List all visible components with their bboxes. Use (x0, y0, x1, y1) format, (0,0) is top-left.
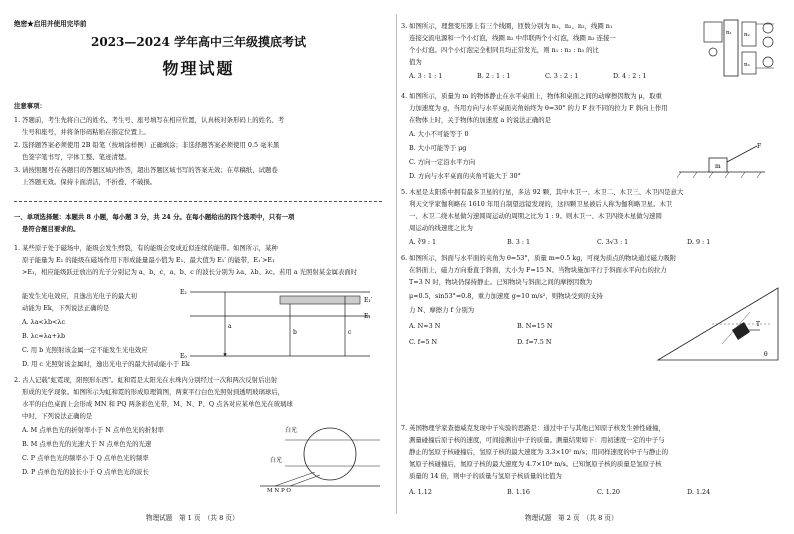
q3-line1: 3. 如图所示，理想变压器上有三个线圈，匝数分别为 n₁、n₂、n₃，线圈 n₁ (401, 22, 613, 30)
fig-label-b: b (293, 329, 297, 336)
q6-option-d: D. f=7.5 N (517, 338, 552, 346)
q4-option-d: D. 方向与水平桌面的夹角可能大于 30° (409, 172, 521, 180)
q3-option-d: D. 4 : 2 : 1 (613, 72, 647, 80)
q3-option-c: C. 3 : 2 : 1 (545, 72, 579, 80)
fig-label-e1: E₁ (364, 313, 371, 320)
fig-label-mnpq: M N P Q (267, 488, 291, 492)
q1-line5: 动能为 Ek，下列说法正确的是 (22, 304, 110, 312)
q1-option-a: A. λa<λb<λc (22, 318, 66, 326)
q2-line4: 中时，下列说法正确的是 (22, 412, 93, 420)
q6-line3: T=3 N 时，物块仍保持静止。已知物块与斜面之间的摩擦因数为 (409, 278, 593, 286)
q2-line1: 2. 古人记载"虹霓现，阳照形东西"。虹和霓是太阳光在水珠内分别经过一次和两次反射后出射 (14, 376, 278, 384)
incline-diagram (652, 282, 782, 364)
q5-option-d: D. 9 : 1 (687, 238, 711, 246)
q7-option-d: D. 1.24 (687, 488, 711, 496)
subject-title: 物理试题 (162, 59, 235, 78)
exam-title: 2023—2024 学年高中三年级摸底考试 (91, 35, 306, 49)
q2-option-d: D. P 点单色光的波长小于 Q 点单色光的波长 (22, 468, 149, 476)
q3-line3: 个小灯泡。四个小灯泡完全相同且均正常发光，则 n₁ : n₂ : n₃ 的比 (409, 46, 599, 54)
fig-label-n2: n₂ (744, 32, 750, 38)
note-3a: 3. 请按照题号在各题目的答题区域内作答，超出答题区域书写的答案无效；在草稿纸、试题卷 (14, 166, 278, 174)
fig-label-white-light-1: 白光 (285, 427, 298, 434)
q3-line2: 连接交流电源和一个小灯泡，线圈 n₂ 中串联两个小灯泡，线圈 n₃ 连接一 (409, 34, 616, 42)
q4-line2: 力加速度为 g，当用方向与水平桌面夹角始终为 θ=30° 的力 F 拉不同的拉力 F 斜向上作用 (409, 104, 668, 112)
q7-option-a: A. 1.12 (409, 488, 432, 496)
fig-label-a: a (228, 323, 232, 330)
rainbow-diagram (255, 420, 385, 492)
q1-option-b: B. λc=λa+λb (22, 332, 66, 340)
transformer-diagram (702, 16, 782, 82)
q5-option-a: A. ∛9 : 1 (409, 238, 437, 246)
footer-page-1: 物理试题 第 1 页 （共 8 页） (146, 514, 239, 522)
q4-option-b: B. 大小可能等于 μg (409, 144, 467, 152)
q1-option-d: D. 用 c 光照射该金属时，逸出光电子的最大初动能小于 Ek (22, 360, 190, 368)
q3-line4: 值为 (409, 58, 422, 66)
section-divider (14, 201, 382, 202)
fig-label-t: T (756, 321, 761, 328)
q4-line1: 4. 如图所示，质量为 m 的物体静止在水平桌面上，物体和桌面之间的动摩擦因数为 μ，取重 (401, 92, 662, 100)
q6-line2: 在斜面上，磁力方向垂直于斜面，大小为 F=15 N。当物块施加平行于斜面水平向右的拉力 (409, 266, 667, 274)
q6-option-b: B. N=15 N (517, 322, 553, 330)
q3-option-b: B. 2 : 1 : 1 (477, 72, 511, 80)
fig-label-n1: n₁ (726, 30, 732, 36)
q5-line4: 周运动的线速度之比为 (409, 224, 473, 232)
q5-line1: 5. 木星是太阳系中拥有最多卫星的行星，多达 92 颗，其中木卫一、木卫二、木卫三、木卫四是意大 (401, 188, 684, 196)
q7-option-b: B. 1.16 (507, 488, 530, 496)
q7-line2: 测量碰撞后原子核的速度，可间接测出中子的质量。测量结果如下：用初速度一定的中子与 (409, 436, 665, 444)
q1-line4: 能发生光电效应，且逸出光电子的最大初 (22, 292, 138, 300)
section1-line2: 是符合题目要求的。 (22, 225, 80, 233)
q6-option-c: C. f=5 N (409, 338, 438, 346)
q2-line2: 形成的光学现象。如图所示为虹和霓的形成原理简图，两束平行白色光照射到透明玻璃球后， (22, 388, 285, 396)
q6-option-a: A. N=3 N (409, 322, 441, 330)
q7-line4: 氮原子核碰撞后，氮原子核的最大速度为 4.7×10⁶ m/s。已知氮原子核的质量是氢原子核 (409, 460, 662, 468)
q2-option-a: A. M 点单色光的折射率小于 N 点单色光的折射率 (22, 426, 164, 434)
q6-line5: 力 N、摩擦力 f 分别为 (409, 306, 475, 314)
fig-label-e1prime: E₁′ (364, 297, 373, 304)
confidential-label: 绝密★启用并使用完毕前 (14, 20, 87, 28)
q6-line1: 6. 如图所示，斜面与水平面的夹角为 θ=53°，质量 m=0.5 kg，可视为质点的物块通过磁力吸附 (401, 254, 677, 262)
q7-option-c: C. 1.20 (597, 488, 620, 496)
block-on-table-diagram (677, 140, 767, 180)
q5-option-c: C. 3√3 : 1 (597, 238, 629, 246)
q2-option-c: C. P 点单色光的频率小于 Q 点单色光的频率 (22, 454, 149, 462)
note-2a: 2. 选择题答案必须使用 2B 铅笔（按填涂样例）正确填涂；非选择题答案必须使用 0.5 毫米黑 (14, 141, 280, 149)
q6-line4: μ=0.5，sin53°=0.8，重力加速度 g=10 m/s²，则物块受到的支持 (409, 292, 603, 300)
page-2 (397, 0, 794, 534)
q2-line3: 水平的白色桌面上会形成 MN 和 PQ 两条彩色光带，M、N、P、Q 点各对应某单色光在玻璃球 (22, 400, 293, 408)
q5-line3: 一、木卫二绕木星做匀速圆周运动的周期之比为 1 : 9。则木卫一、木卫四绕木星做匀速圆 (409, 212, 662, 220)
fig-label-f: F (757, 143, 762, 150)
q7-line5: 质量的 14 倍，则中子的质量与氢原子核质量的比值为 (409, 472, 562, 480)
note-2b: 色签字笔书写，字体工整、笔迹清楚。 (22, 153, 131, 161)
fig-label-white-light-2: 白光 (270, 457, 283, 464)
q2-option-b: B. M 点单色光的光速大于 N 点单色光的光速 (22, 440, 152, 448)
note-1a: 1. 答题前，考生先将自己的姓名、考生号、座号填写在相应位置，认真核对条形码上的姓名、考 (14, 116, 285, 124)
notes-heading: 注意事项： (14, 102, 46, 110)
energy-level-diagram (180, 286, 380, 364)
section1-line1: 一、单项选择题：本题共 8 小题，每小题 3 分，共 24 分。在每小题给出的四个选项中，只有一项 (14, 213, 295, 221)
fig-label-e0: E₀ (180, 353, 187, 360)
q5-line2: 利天文学家伽利略在 1610 年用自制望远镜发现的，这四颗卫星被后人称为伽利略卫星。木卫 (409, 200, 673, 208)
note-1b: 生号和座号，并将条形码粘贴在指定位置上。 (22, 128, 150, 136)
q4-option-c: C. 方向一定沿水平方向 (409, 158, 476, 166)
q5-option-b: B. 3 : 1 (507, 238, 531, 246)
fig-label-theta: θ (764, 351, 768, 358)
q1-line3: >E₁，相应能级跃迁放出的光子分别记为 a、b、c，a、b、c 的波长分别为 λa、λb、λc。若用 a 光照射某金属表面时 (22, 268, 358, 276)
q1-line2: 原子能量为 E₁ 的能级在磁场作用下形成能量最小值为 E₁、最大值为 E₁′ 的能带，E₁′>E₁ (22, 256, 275, 264)
q4-line3: 在物体上时，关于物体的加速度 a 的说法正确的是 (409, 116, 552, 124)
q4-option-a: A. 大小不可能等于 0 (409, 130, 469, 138)
q1-line1: 1. 某些原子处于磁场中，能级会发生劈裂，有的能级会变成近似连续的能带。如图所示，某种 (14, 244, 278, 252)
fig-label-n3: n₃ (744, 62, 750, 68)
footer-page-2: 物理试题 第 2 页 （共 8 页） (525, 514, 618, 522)
fig-label-c: c (348, 329, 352, 336)
q3-option-a: A. 3 : 1 : 1 (409, 72, 443, 80)
q7-line1: 7. 英国物理学家查德威克发现中子实验的思路是：通过中子与其他已知原子核发生弹性碰撞， (401, 424, 665, 432)
fig-label-e2: E₂ (180, 289, 187, 296)
fig-label-m: m (715, 163, 721, 170)
q7-line3: 静止的氢原子核碰撞后，氢原子核的最大速度为 3.3×10⁷ m/s；用同样速度的中子与静止的 (409, 448, 669, 456)
q1-option-c: C. 用 b 光照射该金属一定不能发生光电效应 (22, 346, 148, 354)
note-3b: 上答题无效。保持卡面清洁，不折叠、不破损。 (22, 178, 157, 186)
